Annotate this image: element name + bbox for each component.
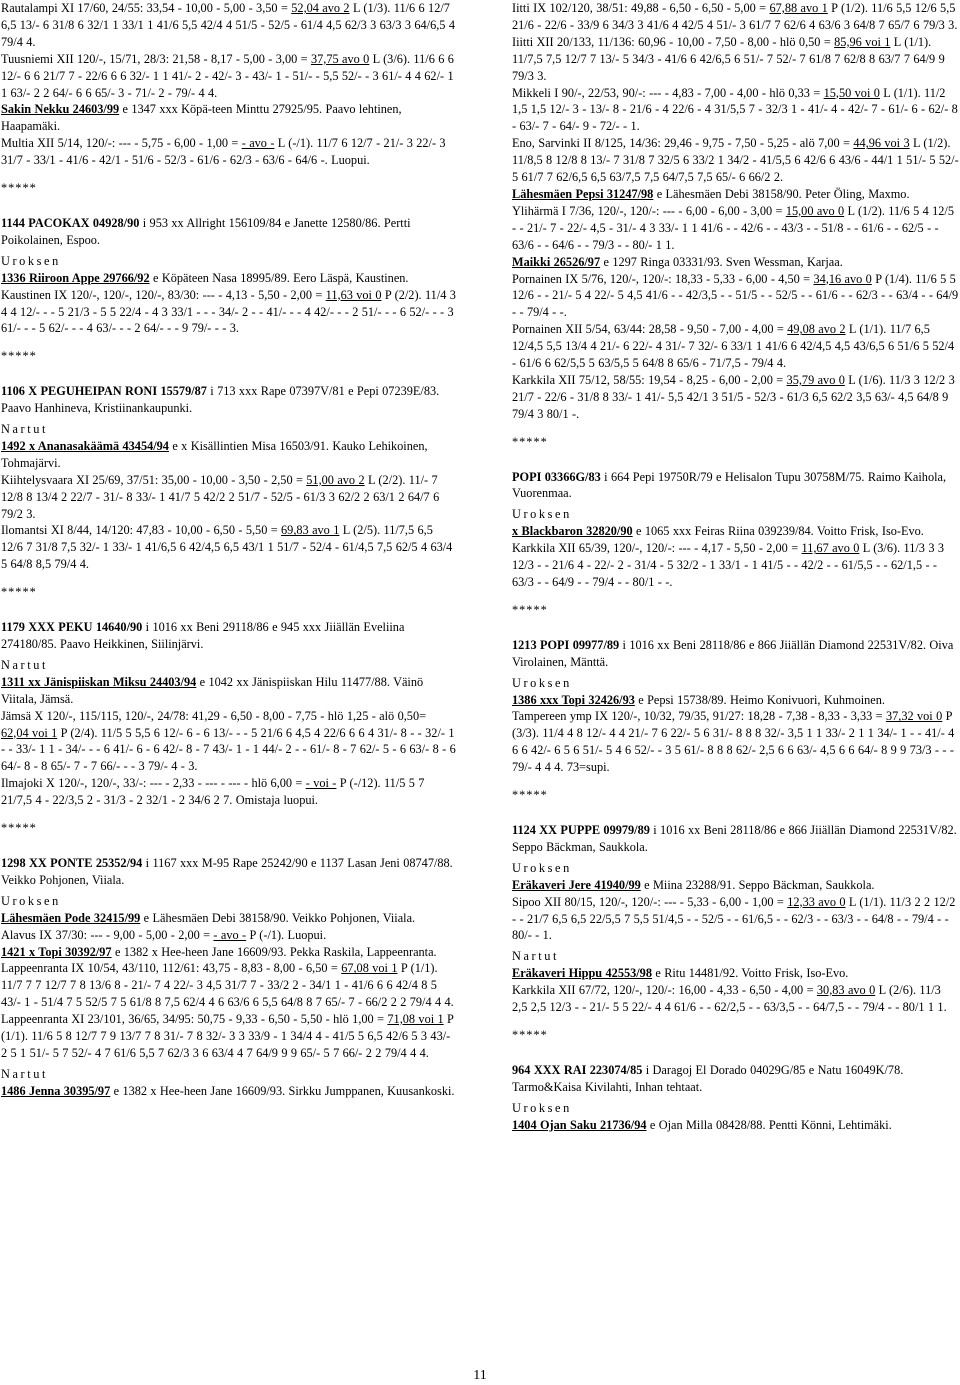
result-score: 44,96 voi 3 [853,136,910,151]
text-run: Mikkeli I 90/-, 22/53, 90/-: --- - 4,83 - 7,00 - 4,00 - hlö 0,33 = [512,85,824,100]
paragraph [512,982,959,1016]
text-run: Iitti IX 102/120, 38/51: 49,88 - 6,50 - 6,50 - 5,00 = [512,1,770,15]
entry-name: 1492 x Ananasakäämä 43454/94 [1,438,169,453]
text-run: L (1/2). 11/8,5 8 12/8 8 13/- 7 31/8 7 32/5 6 33/2 1 34/2 - 41/5,5 6 42/6 6 43/6 - 44/1 1 51/- 5 52/- 5 61/7 7 62/6,5 6,5 63/7,5 7,5 64/7,5 7,5 65/- 6 66/2 2. [512,136,959,185]
entry-name: POPI 03366G/83 [512,469,601,484]
result-score: 11,67 avo 0 [801,541,860,556]
text-run: Nartut [1,422,49,437]
text-run: Uroksen [512,860,572,875]
text-run: ***** [512,1027,548,1042]
section-separator [1,820,456,837]
text-run: P (3/3). 11/4 4 8 12/- 4 4 21/- 7 6 22/- 5 6 31/- 8 8 8 32/- 3,5 1 1 33/- 2 1 1 34/- 1 - - 41/- 4 6 6 42/- 6 5 6 51/- 5 4 6 52/- - 3 5 61/- 8 8 8 62/- 2,5 6 6 63/- 4,5 6 6 64/- 8 9 9 73/3 - - - 79/- 4 4 4. 73=supi. [512,709,955,775]
text-run: ***** [512,434,548,449]
text-run: Uroksen [512,675,572,690]
text-run: e Ojan Milla 08428/88. Pentti Könni, Lehtimäki. [646,1117,892,1132]
text-run: Uroksen [512,507,572,522]
paragraph [1,472,456,523]
paragraph [512,894,959,945]
paragraph [512,637,959,671]
paragraph [512,186,959,203]
text-run: Multia XII 5/14, 120/-: --- - 5,75 - 6,00 - 1,00 = [1,136,242,151]
section-heading [512,948,959,965]
entry-name: 1386 xxx Topi 32426/93 [512,692,635,707]
text-run: P (2/4). 11/5 5 5,5 6 12/- 6 - 6 13/- - - 5 21/6 6 4,5 4 22/6 6 6 4 31/- 8 - - 32/- 1 - - 33/- 1 1 - 34/- - - 6 41/- 6 - 6 42/- 8 - 7 43/- 1 - 1 44/- 2 - - 61/- 8 - 7 62/- 5 - 6 63/- 8 - 6 64/- 8 - 8 65/- 7 - 7 66/- - - 3 79/- 4 - 3. [1,725,456,774]
entry-name: 1421 x Topi 30392/97 [1,944,112,959]
text-run: P (1/4). 11/6 5 5 12/6 - - 21/- 5 4 22/- 5 4,5 41/6 - - 42/3,5 - - 51/5 - - 52/5 - - 61/6 - - 62/3 - - 63/4 - - 64/9 - - 79/4 - -. [512,271,959,320]
text-run: L (1/1). 11/7 6,5 12/4,5 5,5 13/4 4 21/- 6 22/- 4 31/- 7 32/- 6 33/1 1 41/6 6 42/4,5 4,5 43/6,5 6 51/6 5 52/4 - 61/6 6 62/5,5 5 63/5,5 5 64/8 8 65/6 - 71/7,5 - 79/4 4. [512,322,955,371]
section-heading [1,253,456,270]
result-score: - avo - [241,136,275,151]
text-run: e 1065 xxx Feiras Riina 039239/84. Voitto Frisk, Iso-Evo. [632,524,924,539]
text-run: i 1016 xx Beni 28118/86 e 866 Jiiällän Diamond 22531V/82. Oiva Virolainen, Mänttä. [512,637,954,669]
text-run: Uroksen [1,893,61,908]
text-run: Nartut [1,1066,49,1081]
text-run: e Köpäteen Nasa 18995/89. Eero Läspä, Kaustinen. [149,270,409,285]
text-run: Lappeenranta XI 23/101, 36/65, 34/95: 50,75 - 9,33 - 6,50 - 5,50 - hlö 1,00 = [1,1012,388,1027]
paragraph [512,708,959,776]
text-run: e Miina 23288/91. Seppo Bäckman, Saukkola. [640,877,875,892]
text-run: Iiitti XII 20/133, 11/136: 60,96 - 10,00 - 7,50 - 8,00 - hlö 0,50 = [512,34,835,49]
paragraph [1,910,456,927]
paragraph [1,438,456,472]
entry-name: 1179 XXX PEKU 14640/90 [1,620,143,635]
text-run: i 713 xxx Rape 07397V/81 e Pepi 07239E/83. Paavo Hanhineva, Kristiinankaupunki. [1,384,440,416]
result-score: 37,32 voi 0 [885,709,943,724]
paragraph [1,135,456,169]
text-run: e x Kisällintien Misa 16503/91. Kauko Lehikoinen, Tohmajärvi. [1,438,428,470]
text-run: L (2/2). 11/- 7 12/8 8 13/4 2 22/7 - 31/- 8 33/- 1 41/7 5 42/2 2 51/7 - 52/5 - 61/3 3 62/2 2 63/1 2 64/7 6 79/2 3. [1,472,440,521]
paragraph [1,960,456,1011]
paragraph [1,944,456,961]
result-score: 37,75 avo 0 [310,51,370,66]
text-run: L (1/6). 11/3 3 12/2 3 21/7 - 22/6 - 31/8 8 33/- 1 41/- 5,5 42/1 3 51/5 - 52/3 - 61/3 6,5 62/2 3,5 63/- 4,5 64/8 9 79/4 3 80/1 -. [512,372,955,421]
text-run: Rautalampi XI 17/60, 24/55: 33,54 - 10,00 - 5,00 - 3,50 = [1,1,292,15]
entry-name: 1144 PACOKAX 04928/90 [1,215,140,230]
paragraph [512,877,959,894]
text-run: ***** [1,585,37,600]
text-run: i 1016 xx Beni 28118/86 e 866 Jiiällän Diamond 22531V/82. Seppo Bäckman, Saukkola. [512,822,957,854]
text-run: L (1/1). 11/7,5 7,5 12/7 7 13/- 5 34/3 - 41/6 6 42/6,5 6 51/- 7 52/- 7 61/8 7 62/8 8 63/7 7 64/9 9 79/3 3. [512,34,945,83]
text-run: i 1016 xx Beni 29118/86 e 945 xxx Jiiällän Eveliina 274180/85. Paavo Heikkinen, Siilinjärvi. [1,620,405,651]
text-run: L (1/1). 11/2 1,5 1,5 12/- 3 - 13/- 8 - 21/6 - 4 22/6 - 4 31/5,5 7 - 32/3 1 - 41/- 4 - 42/- 7 - 61/- 6 - 62/- 8 - 63/- 7 - 64/- 9 - 72/- - 1. [512,85,958,134]
section-heading [512,860,959,877]
text-run: ***** [512,788,548,803]
text-run: P (1/2). 11/6 5,5 12/6 5,5 21/6 - 22/6 - 33/9 6 34/3 3 41/6 4 42/5 4 51/- 3 61/7 7 62/6 4 63/6 3 64/8 7 65/7 6 79/3 3. [512,1,958,32]
result-score: 85,96 voi 1 [834,34,891,49]
paragraph [512,965,959,982]
text-run: L (2/5). 11/7,5 6,5 12/6 7 31/8 7,5 32/- 1 33/- 1 41/6,5 6 42/4,5 6,5 43/1 1 51/7 - 52/4 - 61/4,5 7,5 62/5 4 63/4 5 64/8 8,5 79/4 4. [1,523,453,572]
paragraph [512,523,959,540]
text-run: i 664 Pepi 19750R/79 e Helisalon Tupu 30758M/75. Raimo Kaihola, Vuorenmaa. [512,469,947,501]
text-run: Jämsä X 120/-, 115/115, 120/-, 24/78: 41,29 - 6,50 - 8,00 - 7,75 - hlö 1,25 - alö 0,50= [1,708,427,723]
result-score: - voi - [305,776,337,791]
entry-name: 1213 POPI 09977/89 [512,637,620,652]
entry-name: 1311 xx Jänispiiskan Miksu 24403/94 [1,674,197,689]
text-run: Nartut [1,657,49,672]
entry-name: Eräkaveri Hippu 42553/98 [512,966,652,981]
paragraph [1,1083,456,1100]
text-run: i 1167 xxx M-95 Rape 25242/90 e 1137 Lasan Jeni 08747/88. Veikko Pohjonen, Viiala. [1,855,453,887]
text-run: Tuusniemi XII 120/-, 15/71, 28/3: 21,58 - 8,17 - 5,00 - 3,00 = [1,51,311,66]
text-run: L (1/1). 11/3 2 2 12/2 - - 21/7 6,5 6,5 22/5,5 7 5,5 51/4,5 - - 52/5 - - 61/6,5 - - 62/3 - - 63/3 - - 64/8 - - 79/4 - - 80/- - 1. [512,894,956,943]
text-run: Karkkila XII 67/72, 120/-, 120/-: 16,00 - 4,33 - 6,50 - 4,00 = [512,983,817,998]
entry-name: Lähesmäen Pode 32415/99 [1,910,141,925]
section-separator [1,180,456,197]
paragraph [512,203,959,254]
result-score: 51,00 avo 2 [306,472,365,487]
paragraph [1,775,456,809]
text-run: e 1382 x Hee-heen Jane 16609/93. Sirkku Jumppanen, Kuusankoski. [110,1083,455,1098]
page-number: 11 [473,1368,487,1383]
paragraph [1,270,456,287]
text-run: Eno, Sarvinki II 8/125, 14/36: 29,46 - 9,75 - 7,50 - 5,25 - alö 7,00 = [512,136,854,151]
text-run: Nartut [512,949,560,964]
text-run: ***** [1,821,37,836]
text-run: e 1042 xx Jänispiiskan Hilu 11477/88. Väinö Viitala, Jämsä. [1,674,424,706]
paragraph [512,0,959,34]
text-run: P (1/1). 11/7 7 7 12/7 7 8 13/6 8 - 21/- 7 4 22/- 3 4,5 31/7 7 - 33/2 2 - 34/1 1 - 41/6 6 6 42/4 8 5 43/- 1 - 51/4 7 5 52/5 7 5 61/8 8 7,5 62/4 4 6 63/6 6 5,5 64/8 8 7 65/- 7 - 66/2 2 2 79/4 4 4. [1,961,454,1010]
text-run: Ilmajoki X 120/-, 120/-, 33/-: --- - 2,33 - --- - --- - hlö 6,00 = [1,776,306,791]
text-run: Kaustinen IX 120/-, 120/-, 120/-, 83/30: --- - 4,13 - 5,50 - 2,00 = [1,287,326,302]
section-heading [1,893,456,910]
result-score: 52,04 avo 2 [291,1,350,15]
paragraph [512,1117,959,1134]
text-run: e 1297 Ringa 03331/93. Sven Wessman, Karjaa. [600,254,843,269]
section-separator [512,602,959,619]
paragraph [512,469,959,503]
text-run: L (1/2). 11/6 5 4 12/5 - - 21/- 7 - 22/- 4,5 - 31/- 4 3 33/- 1 1 41/6 - - 42/6 - - 43/3 - - 51/8 - - 61/6 - - 62/5 - - 63/6 - - 64/6 - - 79/3 - - 80/- 1 1. [512,203,954,252]
paragraph [1,674,456,708]
paragraph [1,522,456,573]
text-run: Karkkila XII 65/39, 120/-, 120/-: --- - 4,17 - 5,50 - 2,00 = [512,541,802,556]
result-score: 71,08 voi 1 [387,1012,444,1027]
entry-name: Sakin Nekku 24603/99 [1,102,120,117]
text-run: Alavus IX 37/30: --- - 9,00 - 5,00 - 2,00 = [1,927,214,942]
paragraph [512,1062,959,1096]
section-heading [512,506,959,523]
text-run: P (2/2). 11/4 3 4 4 12/- - - 5 21/3 - 5 5 22/4 - 4 3 33/1 - - - 34/- 2 - - 41/- - - 4 42/- - - 2 51/- - - 6 52/- - - 3 61/- - - 5 62/- - - 4 63/- - - 2 64/- - - 9 79/- - - 3. [1,287,456,336]
section-heading [1,1066,456,1083]
paragraph [512,692,959,709]
paragraph [512,254,959,271]
entry-name: 1106 X PEGUHEIPAN RONI 15579/87 [1,384,207,399]
paragraph [1,927,456,944]
paragraph [512,321,959,372]
result-score: 69,83 avo 1 [281,523,340,538]
text-run: L (1/3). 11/6 6 12/7 6,5 13/- 6 31/8 6 32/1 1 33/1 1 41/6 5,5 42/4 4 51/5 - 52/5 - 61/4 4,5 62/3 3 63/3 3 64/6,5 4 79/4 4. [1,1,455,49]
result-score: - avo - [213,927,247,942]
entry-name: x Blackbaron 32820/90 [512,524,633,539]
result-score: 35,79 avo 0 [786,372,845,387]
result-score: 62,04 voi 1 [1,725,58,740]
text-run: i 953 xx Allright 156109/84 e Janette 12580/86. Pertti Poikolainen, Espoo. [1,215,411,247]
section-separator [512,787,959,804]
result-score: 67,08 voi 1 [341,961,398,976]
text-run: e Ritu 14481/92. Voitto Frisk, Iso-Evo. [651,966,849,981]
text-run: Karkkila XII 75/12, 58/55: 19,54 - 8,25 - 6,00 - 2,00 = [512,372,787,387]
text-run: e Lähesmäen Debi 38158/90. Veikko Pohjonen, Viiala. [140,910,416,925]
text-run: L (2/6). 11/3 2,5 2,5 12/3 - - 21/- 5 5 22/- 4 4 61/6 - - 62/2,5 - - 63/3,5 - - 64/7,5 - - 79/4 - - 80/1 1 1. [512,983,947,1015]
entry-name: 1404 Ojan Saku 21736/94 [512,1117,647,1132]
left-column [1,0,456,1100]
paragraph [1,855,456,889]
paragraph [1,1011,456,1062]
text-run: Uroksen [1,253,61,268]
paragraph [1,287,456,338]
section-separator [1,584,456,601]
text-run: Kiihtelysvaara XI 25/69, 37/51: 35,00 - 10,00 - 3,50 - 2,50 = [1,472,307,487]
entry-name: 1336 Riiroon Appe 29766/92 [1,270,150,285]
text-run: Ilomantsi XI 8/44, 14/120: 47,83 - 10,00 - 6,50 - 5,50 = [1,523,282,538]
text-run: P (-/1). Luopui. [246,927,327,942]
paragraph [1,215,456,249]
paragraph [512,372,959,423]
text-run: L (3/6). 11/6 6 6 12/- 6 6 21/7 7 - 22/6 6 6 32/- 1 1 41/- 2 - 42/- 3 - 43/- 1 - 51/- - 5,5 52/- - 3 61/- 4 4 62/- 1 1 63/- 2 2 64/- 6 6 65/- 3 - 71/- 2 - 79/- 4 4. [1,51,454,100]
result-score: 30,83 avo 0 [816,983,876,998]
section-separator [512,434,959,451]
section-heading [512,1100,959,1117]
entry-name: Lähesmäen Pepsi 31247/98 [512,186,654,201]
paragraph [1,51,456,102]
result-score: 67,88 avo 1 [769,1,828,15]
text-run: ***** [1,349,37,364]
text-run: Tampereen ymp IX 120/-, 10/32, 79/35, 91/27: 18,28 - 7,38 - 8,33 - 3,33 = [512,709,886,724]
text-run: i Daragoj El Dorado 04029G/85 e Natu 16049K/78. Tarmo&Kaisa Kivilahti, Inhan tehtaat. [512,1062,904,1094]
entry-name: 1486 Jenna 30395/97 [1,1083,111,1098]
text-run: Sipoo XII 80/15, 120/-, 120/-: --- - 5,33 - 6,00 - 1,00 = [512,894,788,909]
result-score: 12,33 avo 0 [787,894,846,909]
text-run: e Lähesmäen Debi 38158/90. Peter Öling, Maxmo. [653,186,910,201]
paragraph [1,619,456,653]
paragraph [1,708,456,776]
text-run: ***** [1,181,37,196]
paragraph [512,822,959,856]
text-run: Pornainen XII 5/54, 63/44: 28,58 - 9,50 - 7,00 - 4,00 = [512,322,788,337]
paragraph [512,271,959,322]
result-score: 15,00 avo 0 [785,203,845,218]
result-score: 15,50 voi 0 [823,85,880,100]
paragraph [1,101,456,135]
text-run: Ylihärmä I 7/36, 120/-, 120/-: --- - 6,00 - 6,00 - 3,00 = [512,203,786,218]
result-score: 34,16 avo 0 [813,271,872,286]
entry-name: Maikki 26526/97 [512,254,601,269]
section-heading [512,675,959,692]
text-run: e 1347 xxx Köpä-teen Minttu 27925/95. Paavo lehtinen, Haapamäki. [1,102,402,134]
result-score: 49,08 avo 2 [787,322,846,337]
text-run: Pornainen IX 5/76, 120/-, 120/-: 18,33 - 5,33 - 6,00 - 4,50 = [512,271,814,286]
entry-name: 1298 XX PONTE 25352/94 [1,855,143,870]
result-score: 11,63 voi 0 [325,287,382,302]
text-run: e Pepsi 15738/89. Heimo Konivuori, Kuhmoinen. [634,692,885,707]
text-run: Lappeenranta IX 10/54, 43/110, 112/61: 43,75 - 8,83 - 8,00 - 6,50 = [1,961,342,976]
paragraph [512,540,959,591]
text-run: P (1/1). 11/6 5 8 12/7 7 9 13/7 7 8 31/- 7 8 32/- 3 3 33/9 - 1 34/4 4 - 41/5 5 6,5 42/6 5 3 43/- 2 5 1 51/- 5 7 52/- 4 7 61/6 5,5 7 62/3 3 6 63/4 4 7 64/9 9 9 65/- 5 7 66/- 2 2 79/4 4 4. [1,1012,454,1060]
section-heading [1,421,456,438]
text-run: L (-/1). 11/7 6 12/7 - 21/- 3 22/- 3 31/7 - 33/1 - 41/6 - 42/1 - 51/6 - 52/3 - 61/6 - 62/3 - 63/6 - 64/6 -. Luopui. [1,136,446,168]
section-separator [512,1027,959,1044]
paragraph [1,383,456,417]
paragraph [512,135,959,186]
text-run: L (3/6). 11/3 3 3 12/3 - - 21/6 4 - 22/- 2 - 31/4 - 5 32/2 - 1 33/1 - 1 41/5 - - 42/2 - - 61/5,5 - - 62/1,5 - - 63/3 - - 64/9 - - 79/4 - - 80/1 - -. [512,541,944,589]
entry-name: 1124 XX PUPPE 09979/89 [512,822,650,837]
right-column [512,0,959,1133]
text-run: P (-/12). 11/5 5 7 21/7,5 4 - 22/3,5 2 - 31/3 - 2 32/1 - 2 34/6 2 7. Omistaja luopui. [1,776,425,808]
section-separator [1,348,456,365]
text-run: Uroksen [512,1100,572,1115]
entry-name: Eräkaveri Jere 41940/99 [512,877,641,892]
section-heading [1,657,456,674]
entry-name: 964 XXX RAI 223074/85 [512,1062,643,1077]
paragraph [1,0,456,51]
paragraph [512,85,959,136]
text-run: ***** [512,602,548,617]
text-run: e 1382 x Hee-heen Jane 16609/93. Pekka Raskila, Lappeenranta. [111,944,437,959]
paragraph [512,34,959,85]
